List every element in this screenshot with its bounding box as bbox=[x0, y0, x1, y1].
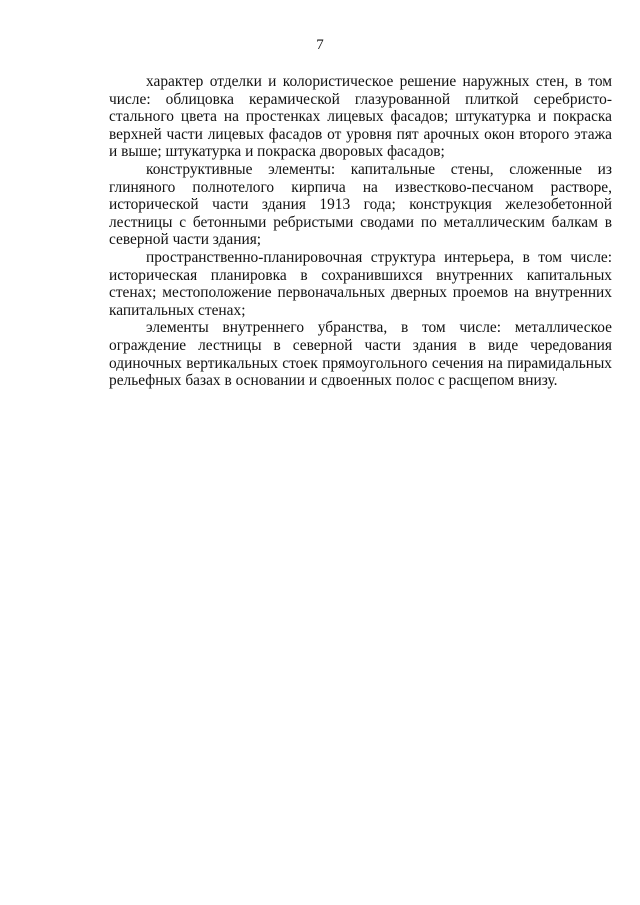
paragraph-interior-decor: элементы внутреннего убранства, в том числе: металлическое ограждение лестницы в северной части здания в виде чередования одиночных вертикальных стоек прямоугольного сечения на пирамидальных рельефных базах в основании и сдвоенных полос с расщепом внизу. bbox=[109, 319, 612, 390]
document-body bbox=[109, 73, 612, 390]
paragraph-interior-layout: пространственно-планировочная структура интерьера, в том числе: историческая планировка в сохранившихся внутренних капитальных стенах; местоположение первоначальных дверных проемов на внутренних капитальных стенах; bbox=[109, 248, 612, 319]
paragraph-structural-elements: конструктивные элементы: капитальные стены, сложенные из глиняного полнотелого кирпича на известково-песчаном растворе, исторической части здания 1913 года; конструкция железобетонной лестницы с бетонными ребристыми сводами по металлическим балкам в северной части здания; bbox=[109, 160, 612, 249]
paragraph-exterior-finish: характер отделки и колористическое решение наружных стен, в том числе: облицовка керамической глазурованной плиткой серебристо-стального цвета на простенках лицевых фасадов; штукатурка и покраска верхней части лицевых фасадов от уровня пят арочных окон второго этажа и выше; штукатурка и покраска дворовых фасадов; bbox=[109, 73, 612, 161]
page-number: 7 bbox=[316, 37, 324, 53]
